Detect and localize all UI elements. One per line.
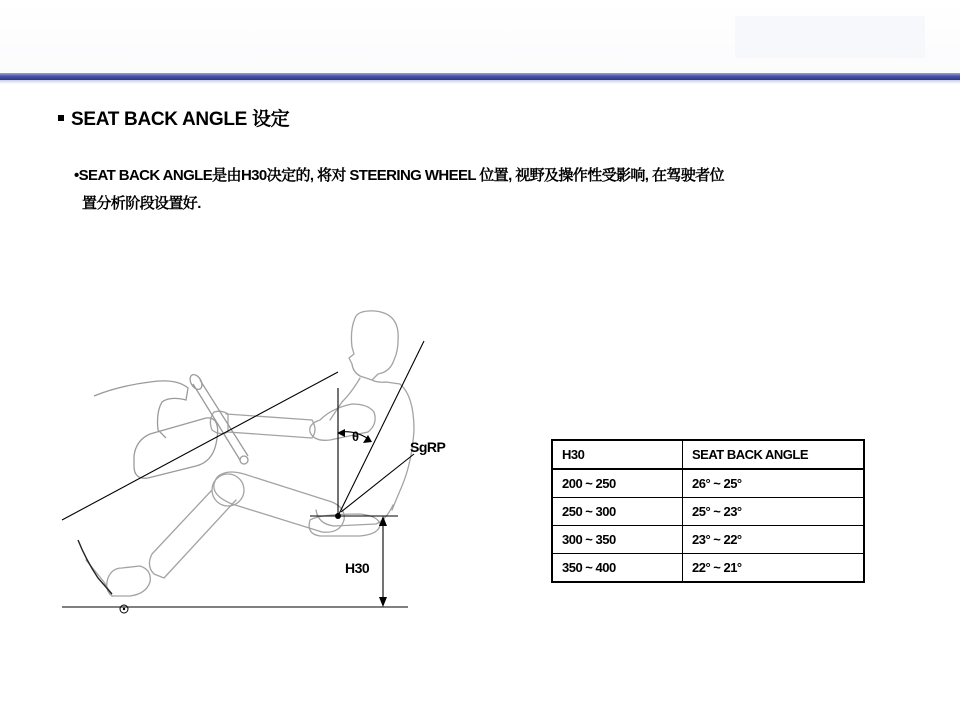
h30-seat-back-angle-table xyxy=(551,439,865,583)
table-cell-angle: 26° ~ 25° xyxy=(683,469,865,498)
table-row xyxy=(552,469,864,498)
dashboard-panel xyxy=(134,418,218,478)
table-row xyxy=(552,526,864,554)
table-cell-h30: 300 ~ 350 xyxy=(552,526,683,554)
occupant-knee xyxy=(212,474,244,506)
table-cell-h30: 200 ~ 250 xyxy=(552,469,683,498)
steering-wheel-hub xyxy=(240,456,248,464)
occupant-forearm xyxy=(226,414,315,438)
table-row xyxy=(552,498,864,526)
description-line-1: •SEAT BACK ANGLE是由H30决定的, 将对 STEERING WHEEL 位置, 视野及操作性受影响, 在驾驶者位 xyxy=(74,167,724,184)
dashboard-outline xyxy=(94,381,188,438)
description-line-2: 置分析阶段设置好. xyxy=(82,195,201,212)
table-row xyxy=(552,554,864,583)
table-cell-h30: 350 ~ 400 xyxy=(552,554,683,583)
sgrp-point xyxy=(335,513,341,519)
section-heading-text: SEAT BACK ANGLE 设定 xyxy=(71,109,290,130)
h30-label: H30 xyxy=(345,560,370,576)
heel-point-center xyxy=(123,608,125,610)
table-cell-h30: 250 ~ 300 xyxy=(552,498,683,526)
table-header-seat-back-angle: SEAT BACK ANGLE xyxy=(683,440,865,469)
occupant-shin xyxy=(149,490,236,578)
dashboard-group xyxy=(94,373,248,479)
table-header-row xyxy=(552,440,864,469)
occupant-head xyxy=(349,311,398,380)
occupant-hand xyxy=(210,411,228,433)
table-header-h30: H30 xyxy=(552,440,683,469)
occupant-outline-group xyxy=(86,311,414,596)
seat-back-line xyxy=(338,341,424,516)
h30-arrow-bottom xyxy=(379,597,387,607)
table-cell-angle: 23° ~ 22° xyxy=(683,526,865,554)
occupant-foot xyxy=(107,566,151,596)
steering-wheel xyxy=(188,373,205,392)
sgrp-label: SgRP xyxy=(410,439,446,455)
theta-label: θ xyxy=(352,429,360,444)
table-cell-angle: 22° ~ 21° xyxy=(683,554,865,583)
occupant-torso xyxy=(330,378,414,510)
table-cell-angle: 25° ~ 23° xyxy=(683,498,865,526)
